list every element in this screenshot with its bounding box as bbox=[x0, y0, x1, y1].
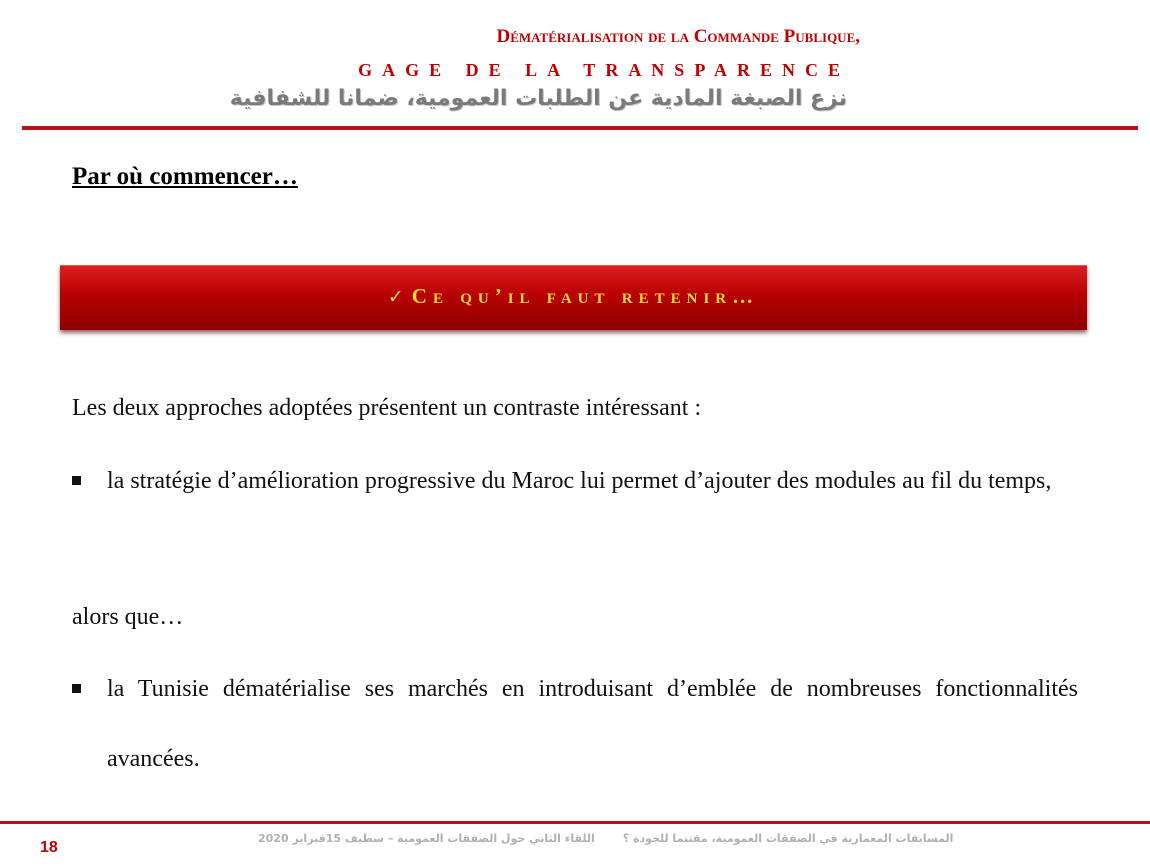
slide-header bbox=[20, 26, 1150, 128]
title-fr-line1: Dématérialisation de la Commande Publique, bbox=[496, 26, 860, 47]
bullet-item-tunisia bbox=[72, 654, 1078, 794]
bullet-item-morocco bbox=[72, 446, 1078, 516]
title-fr-line2: GAGE DE LA TRANSPARENCE bbox=[358, 60, 850, 80]
connector-paragraph: alors que… bbox=[72, 604, 184, 630]
banner-text: Ce qu’il faut retenir… bbox=[411, 284, 760, 308]
bullet-text-tunisia: la Tunisie dématérialise ses marchés en introduisant d’emblée de nombreuses fonctionnalités avancées. bbox=[107, 676, 1078, 772]
bullet-square-icon bbox=[72, 476, 81, 485]
checkmark-icon: ✓ bbox=[387, 286, 404, 308]
footer-caption bbox=[258, 832, 953, 845]
footer-caption-right: اللقاء الثاني حول الصفقات العمومية – سطيف 15فبراير 2020 bbox=[258, 832, 595, 845]
header-divider bbox=[22, 126, 1138, 130]
banner-label bbox=[60, 284, 1087, 309]
footer-divider bbox=[0, 821, 1150, 824]
key-takeaway-banner bbox=[60, 265, 1087, 330]
section-heading: Par où commencer… bbox=[72, 163, 298, 190]
bullet-square-icon bbox=[72, 684, 81, 693]
bullet-text-morocco: la stratégie d’amélioration progressive du Maroc lui permet d’ajouter des modules au fil du temps, bbox=[107, 468, 1052, 494]
page-number: 18 bbox=[40, 839, 58, 856]
intro-paragraph: Les deux approches adoptées présentent un contraste intéressant : bbox=[72, 395, 702, 421]
title-ar: نزع الصبغة المادية عن الطلبات العمومية، ضمانا للشفافية bbox=[229, 86, 847, 111]
footer-caption-left: المسابقات المعمارية في الصفقات العمومية، مقتنما للجودة ؟ bbox=[622, 832, 954, 845]
